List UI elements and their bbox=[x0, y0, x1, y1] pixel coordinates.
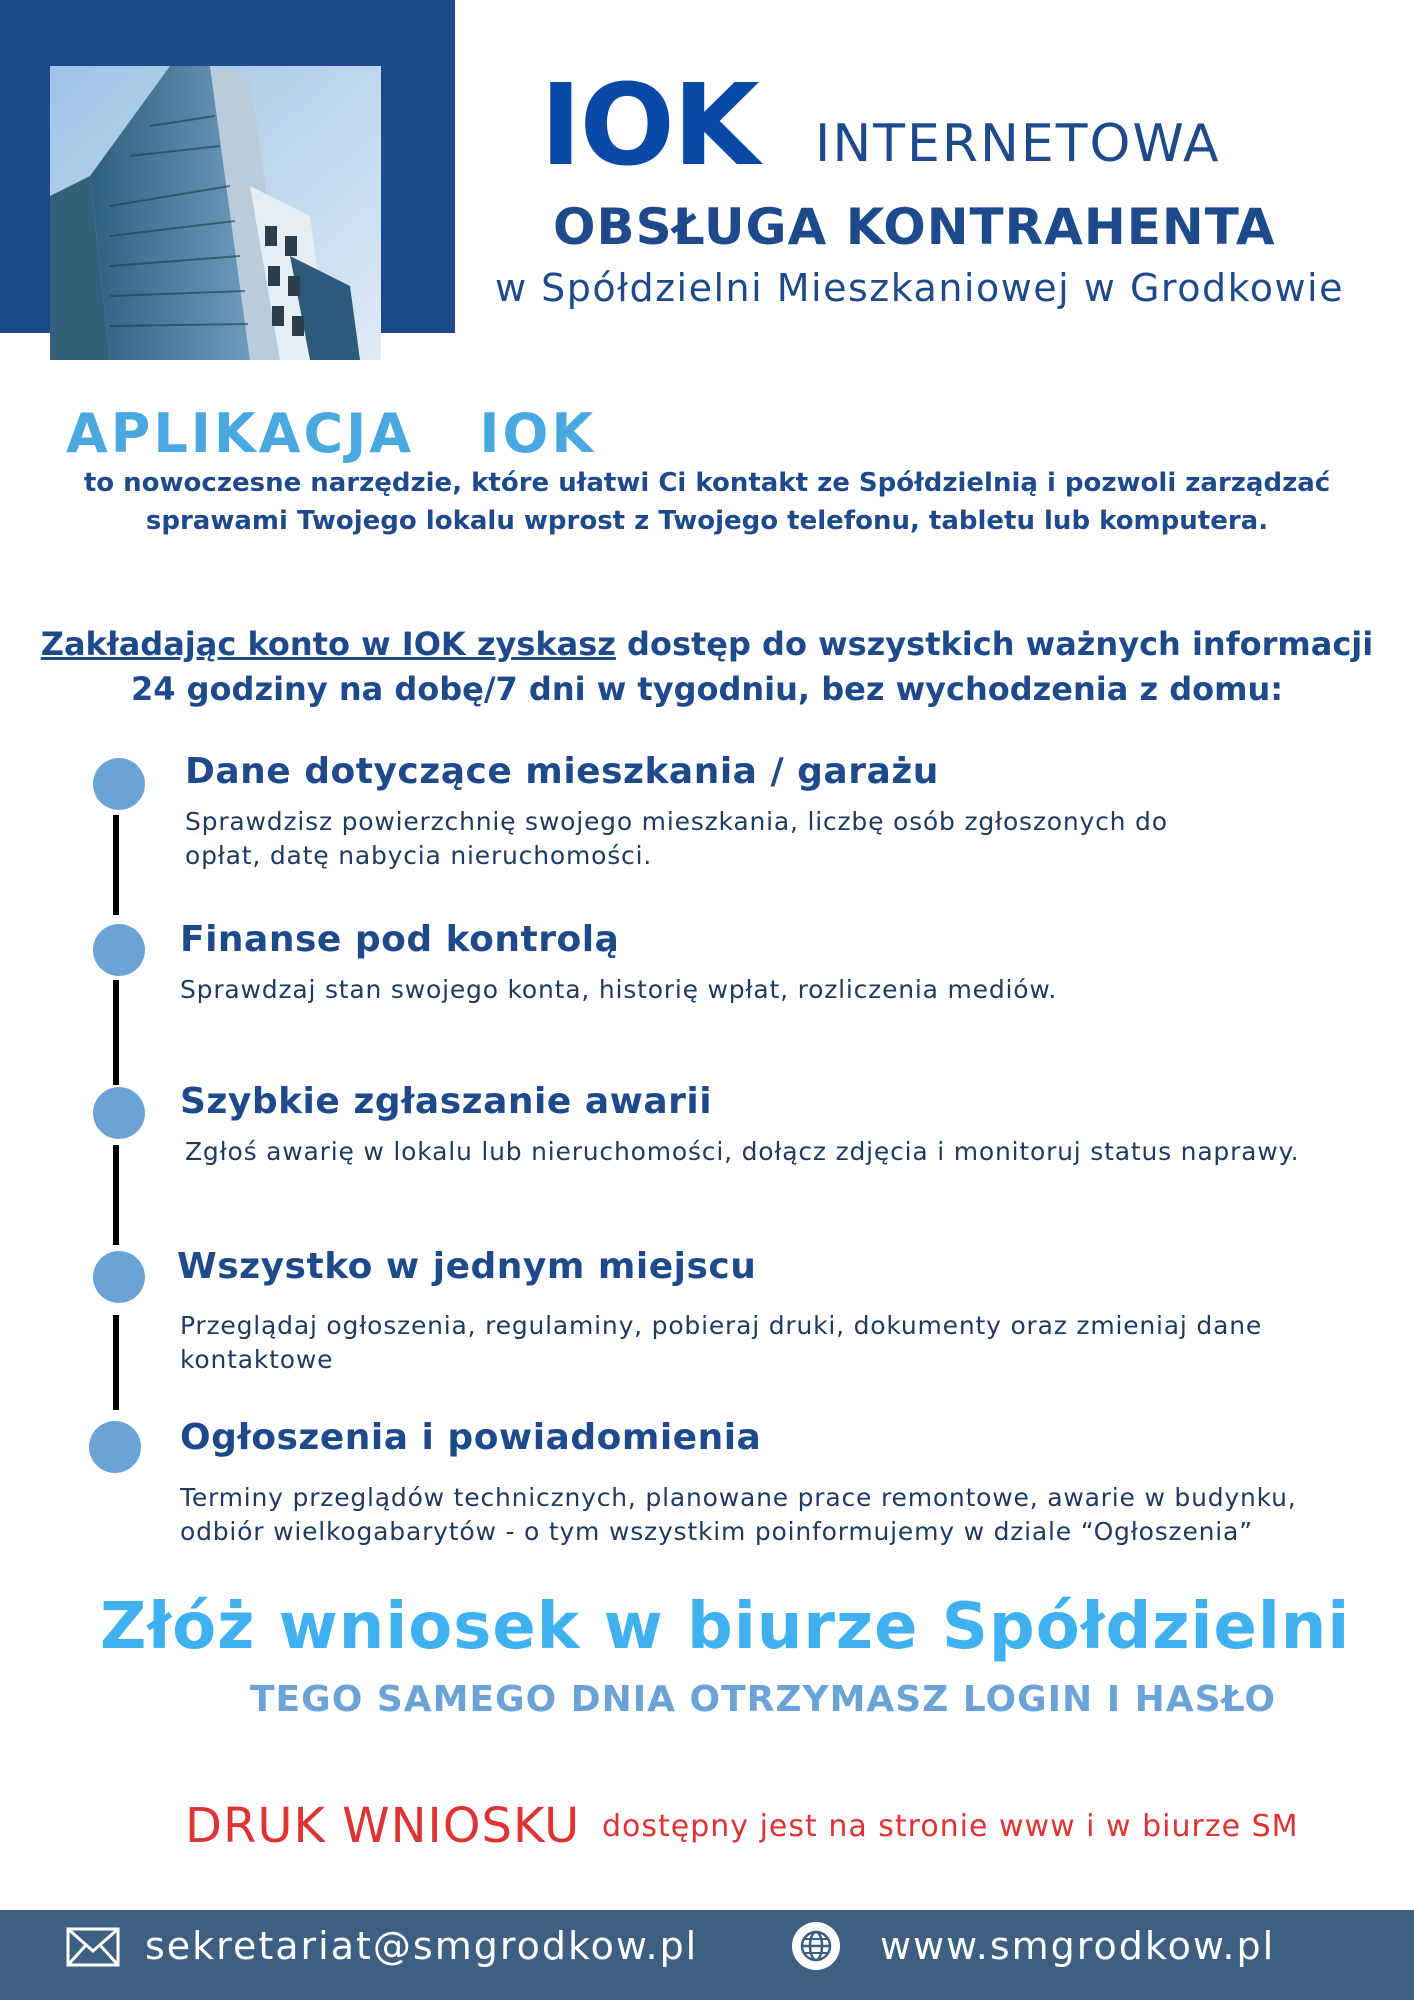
intro-text bbox=[40, 622, 1374, 712]
intro-rest: dostęp do wszystkich ważnych informacji bbox=[615, 625, 1374, 663]
cta-subline: TEGO SAMEGO DNIA OTRZYMASZ LOGIN I HASŁO bbox=[250, 1679, 1276, 1720]
feature-desc-line: Sprawdzaj stan swojego konta, historię wpłat, rozliczenia mediów. bbox=[180, 975, 1058, 1004]
feature-desc-line: odbiór wielkogabarytów - o tym wszystkim poinformujemy w dziale “Ogłoszenia” bbox=[180, 1517, 1253, 1546]
timeline-connector bbox=[113, 815, 119, 915]
obsluga-kontrahenta-heading: OBSŁUGA KONTRAHENTA bbox=[553, 198, 1276, 256]
app-title: APLIKACJA IOK bbox=[66, 402, 597, 465]
timeline-connector bbox=[113, 980, 119, 1085]
feature-desc-line: opłat, datę nabycia nieruchomości. bbox=[185, 841, 653, 870]
druk-wniosku-label: DRUK WNIOSKU bbox=[185, 1798, 581, 1854]
app-description bbox=[40, 464, 1374, 540]
spoldzielnia-subtitle: w Spółdzielni Mieszkaniowej w Grodkowie bbox=[495, 266, 1344, 310]
feature-desc-line: Sprawdzisz powierzchnię swojego mieszkania, liczbę osób zgłoszonych do bbox=[185, 807, 1168, 836]
timeline-connector bbox=[113, 1315, 119, 1410]
feature-desc-dane bbox=[185, 805, 1168, 873]
iok-logo-text: IOK bbox=[540, 61, 758, 191]
intro-line-2: 24 godziny na dobę/7 dni w tygodniu, bez wychodzenia z domu: bbox=[130, 670, 1284, 708]
intro-underlined: Zakładając konto w IOK zyskasz bbox=[40, 625, 616, 663]
globe-icon bbox=[790, 1920, 842, 1972]
feature-title-dane: Dane dotyczące mieszkania / garażu bbox=[185, 751, 939, 792]
app-description-line-1: to nowoczesne narzędzie, które ułatwi Ci kontakt ze Spółdzielnią i pozwoli zarządzać bbox=[83, 468, 1331, 498]
timeline-connector bbox=[113, 1145, 119, 1245]
feature-title-wszystko: Wszystko w jednym miejscu bbox=[177, 1246, 757, 1287]
timeline-dot bbox=[93, 1251, 145, 1303]
website-link[interactable]: www.smgrodkow.pl bbox=[880, 1924, 1276, 1968]
feature-desc-awarie bbox=[185, 1135, 1299, 1169]
cta-headline: Złóż wniosek w biurze Spółdzielni bbox=[100, 1590, 1351, 1664]
building-photo bbox=[50, 66, 381, 360]
feature-desc-wszystko bbox=[180, 1309, 1262, 1377]
internetowa-label: INTERNETOWA bbox=[815, 114, 1221, 174]
timeline-dot bbox=[93, 924, 145, 976]
feature-title-finanse: Finanse pod kontrolą bbox=[180, 919, 620, 960]
app-description-line-2: sprawami Twojego lokalu wprost z Twojego telefonu, tabletu lub komputera. bbox=[145, 506, 1269, 536]
feature-desc-line: kontaktowe bbox=[180, 1345, 334, 1374]
feature-desc-line: Przeglądaj ogłoszenia, regulaminy, pobieraj druki, dokumenty oraz zmieniaj dane bbox=[180, 1311, 1263, 1340]
feature-desc-line: Zgłoś awarię w lokalu lub nieruchomości, dołącz zdjęcia i monitoruj status naprawy. bbox=[185, 1137, 1300, 1166]
timeline-dot bbox=[89, 1421, 141, 1473]
timeline-dot bbox=[93, 758, 145, 810]
feature-desc-line: Terminy przeglądów technicznych, planowane prace remontowe, awarie w budynku, bbox=[180, 1483, 1297, 1512]
feature-desc-ogloszenia bbox=[180, 1481, 1297, 1549]
feature-title-ogloszenia: Ogłoszenia i powiadomienia bbox=[180, 1417, 762, 1458]
envelope-icon bbox=[66, 1927, 120, 1967]
feature-title-awarie: Szybkie zgłaszanie awarii bbox=[180, 1081, 713, 1122]
druk-wniosku-info: dostępny jest na stronie www i w biurze SM bbox=[602, 1809, 1299, 1844]
email-link[interactable]: sekretariat@smgrodkow.pl bbox=[145, 1924, 699, 1968]
feature-desc-finanse bbox=[180, 973, 1057, 1007]
timeline-dot bbox=[93, 1087, 145, 1139]
